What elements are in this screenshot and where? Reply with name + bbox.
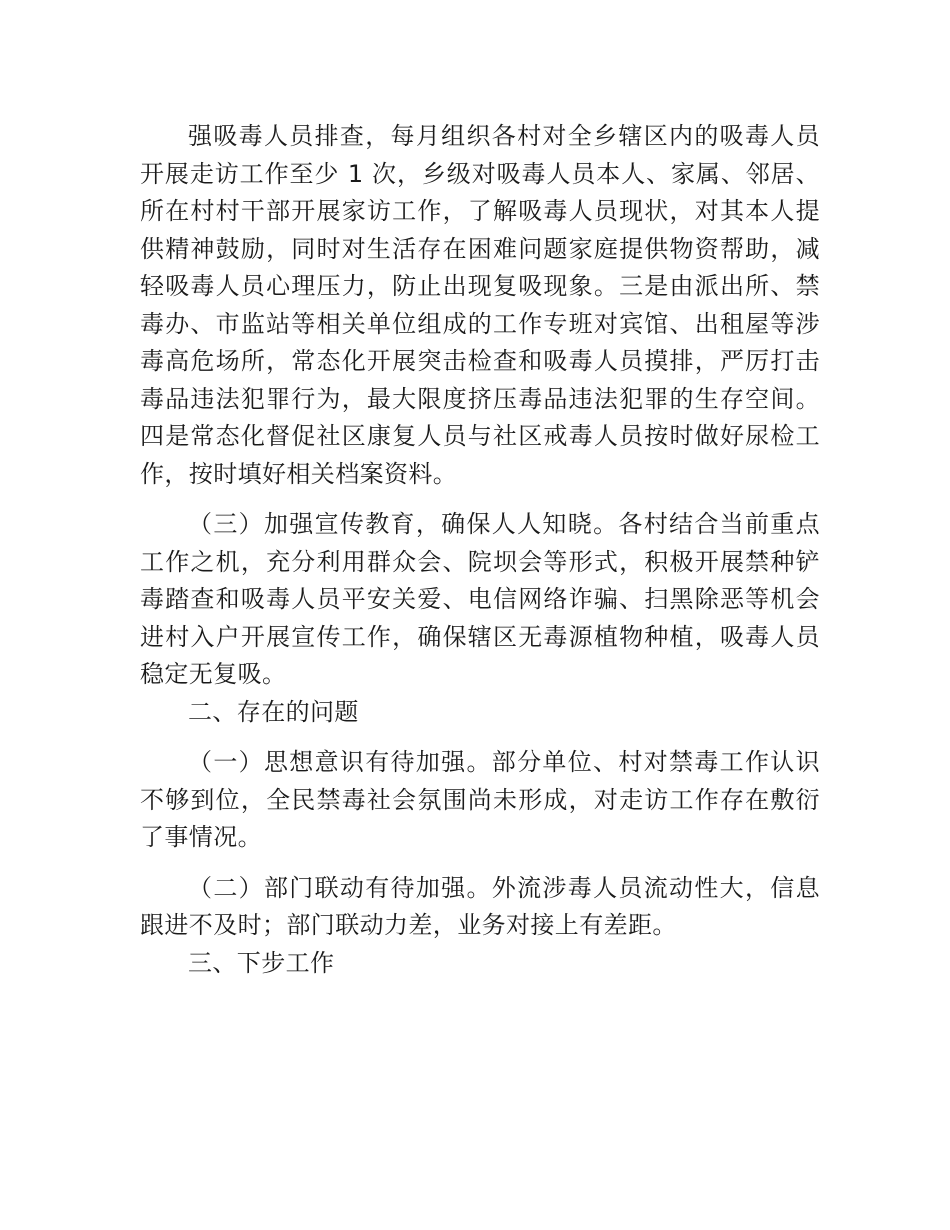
section-heading-problems: 二、存在的问题 — [188, 697, 359, 726]
paragraph-publicity-education: （三）加强宣传教育，确保人人知晓。各村结合当前重点工作之机，充分利用群众会、院坝会等形式，积极开展禁种铲毒踏查和吸毒人员平安关爱、电信网络诈骗、扫黑除恶等机会进村入户开展宣传工作，确保辖区无毒源植物种植，吸毒人员稳定无复吸。 — [140, 510, 820, 688]
paragraph-problem-awareness: （一）思想意识有待加强。部分单位、村对禁毒工作认识不够到位，全民禁毒社会氛围尚未形成，对走访工作存在敷衍了事情况。 — [140, 748, 820, 851]
section-heading-next-steps: 三、下步工作 — [188, 948, 335, 977]
document-body — [140, 118, 820, 982]
paragraph-problem-coordination: （二）部门联动有待加强。外流涉毒人员流动性大，信息跟进不及时；部门联动力差，业务对接上有差距。 — [140, 873, 820, 939]
paragraph-drug-user-screening: 强吸毒人员排查，每月组织各村对全乡辖区内的吸毒人员开展走访工作至少 1 次，乡级对吸毒人员本人、家属、邻居、所在村村干部开展家访工作，了解吸毒人员现状，对其本人提供精神鼓励，同时对生活存在困难问题家庭提供物资帮助，减轻吸毒人员心理压力，防止出现复吸现象。三是由派出所、禁毒办、市监站等相关单位组成的工作专班对宾馆、出租屋等涉毒高危场所，常态化开展突击检查和吸毒人员摸排，严厉打击毒品违法犯罪行为，最大限度挤压毒品违法犯罪的生存空间。四是常态化督促社区康复人员与社区戒毒人员按时做好尿检工作，按时填好相关档案资料。 — [140, 122, 820, 488]
